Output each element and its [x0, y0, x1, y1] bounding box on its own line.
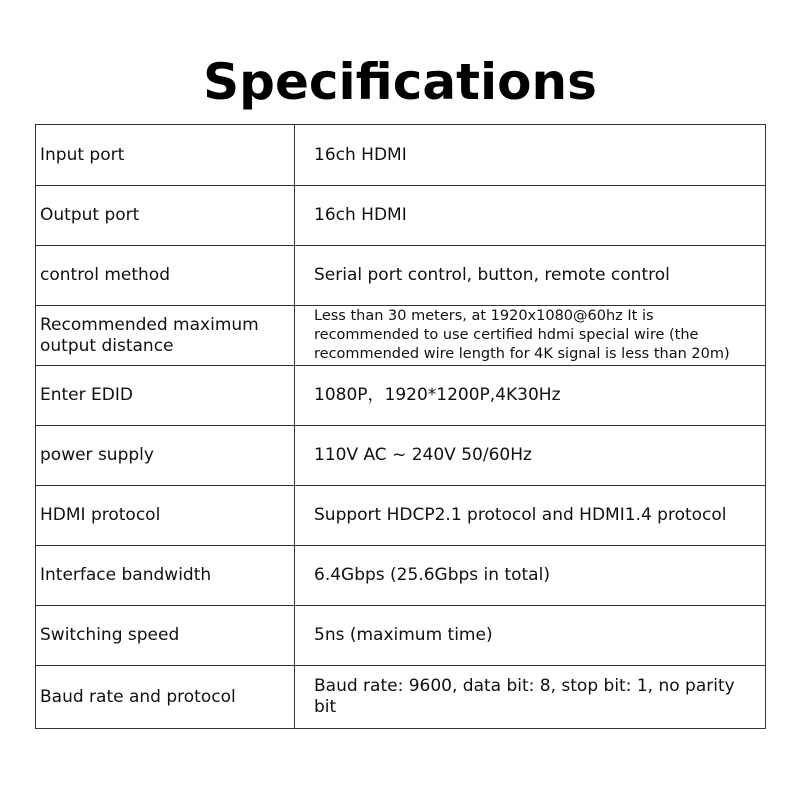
spec-label-enter-edid: Enter EDID [36, 366, 295, 426]
spec-value-output-distance: Less than 30 meters, at 1920x1080@60hz It is recommended to use certified hdmi special wire (the recommended wire length for 4K signal is less than 20m) [295, 306, 766, 366]
spec-label-hdmi-protocol: HDMI protocol [36, 486, 295, 546]
spec-label-baud-rate: Baud rate and protocol [36, 666, 295, 729]
table-row [36, 486, 766, 546]
spec-value-enter-edid: 1080P，1920*1200P,4K30Hz [295, 366, 766, 426]
table-row [36, 306, 766, 366]
spec-label-input-port: Input port [36, 125, 295, 186]
table-row [36, 366, 766, 426]
spec-value-input-port: 16ch HDMI [295, 125, 766, 186]
spec-label-power-supply: power supply [36, 426, 295, 486]
table-row [36, 546, 766, 606]
spec-label-output-port: Output port [36, 186, 295, 246]
spec-value-control-method: Serial port control, button, remote control [295, 246, 766, 306]
spec-value-hdmi-protocol: Support HDCP2.1 protocol and HDMI1.4 protocol [295, 486, 766, 546]
spec-value-baud-rate: Baud rate: 9600, data bit: 8, stop bit: 1, no parity bit [295, 666, 766, 729]
spec-value-interface-bandwidth: 6.4Gbps (25.6Gbps in total) [295, 546, 766, 606]
spec-value-power-supply: 110V AC ~ 240V 50/60Hz [295, 426, 766, 486]
table-row [36, 426, 766, 486]
spec-label-switching-speed: Switching speed [36, 606, 295, 666]
specifications-table [35, 124, 766, 729]
spec-label-control-method: control method [36, 246, 295, 306]
table-row [36, 666, 766, 729]
table-row [36, 246, 766, 306]
page-title: Specifications [203, 53, 597, 111]
spec-value-output-port: 16ch HDMI [295, 186, 766, 246]
spec-value-switching-speed: 5ns (maximum time) [295, 606, 766, 666]
spec-label-output-distance: Recommended maximum output distance [36, 306, 295, 366]
table-row [36, 606, 766, 666]
spec-label-interface-bandwidth: Interface bandwidth [36, 546, 295, 606]
table-row [36, 186, 766, 246]
table-row [36, 125, 766, 186]
